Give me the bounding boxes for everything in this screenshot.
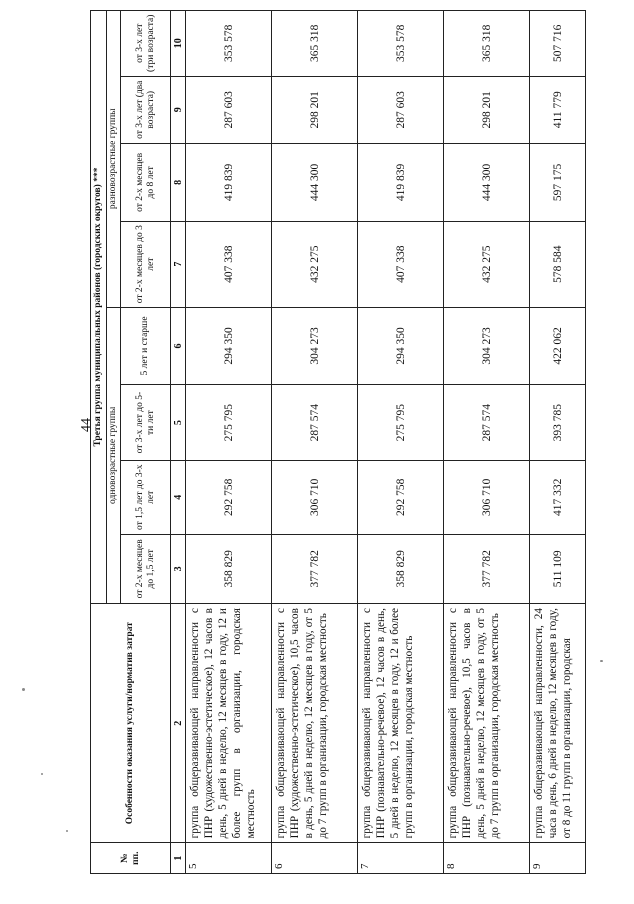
column-index: 1 — [171, 843, 186, 874]
column-index: 7 — [171, 221, 186, 307]
service-description: группа общеразвивающей направленности с ПНР (познавательно-речевое), 12 часов в день, 5 дней в неделю, 12 месяцев в году, 12 и более групп в организации, городская местность — [358, 604, 444, 843]
cost-value-cell: 358 829 — [186, 534, 272, 604]
cost-value-cell: 432 275 — [444, 221, 530, 307]
header-age-col: от 3-х лет (три возраста) — [121, 11, 171, 77]
cost-value-cell: 407 338 — [186, 221, 272, 307]
cost-value-cell: 353 578 — [358, 11, 444, 77]
cost-value-cell: 287 574 — [272, 385, 358, 461]
table-row — [186, 11, 272, 874]
cost-value-cell: 365 318 — [444, 11, 530, 77]
scan-speck — [600, 660, 603, 662]
cost-value-cell: 353 578 — [186, 11, 272, 77]
cost-value-cell: 578 584 — [530, 221, 586, 307]
column-index: 10 — [171, 11, 186, 77]
cost-value-cell: 298 201 — [272, 76, 358, 143]
header-age-col: от 3-х лет (два возраста) — [121, 76, 171, 143]
service-description: группа общеразвивающей направленности, 24 часа в день, 6 дней в неделю, 12 месяцев в году, от 8 до 11 групп в организации, городская — [530, 604, 586, 843]
cost-value-cell: 304 273 — [272, 307, 358, 385]
cost-value-cell: 287 603 — [186, 76, 272, 143]
table-row — [530, 11, 586, 874]
header-same-age-groups: одновозрастные группы — [107, 307, 121, 603]
cost-value-cell: 417 332 — [530, 460, 586, 534]
cost-value-cell: 419 839 — [358, 144, 444, 222]
table-row — [272, 11, 358, 874]
table-row — [444, 11, 530, 874]
cost-value-cell: 304 273 — [444, 307, 530, 385]
header-mixed-age-groups: разновозрастные группы — [107, 11, 121, 308]
scan-speck — [22, 688, 25, 691]
cost-value-cell: 444 300 — [272, 144, 358, 222]
cost-value-cell: 287 574 — [444, 385, 530, 461]
cost-value-cell: 292 758 — [186, 460, 272, 534]
page-number: 44 — [79, 418, 94, 432]
header-age-col: от 1,5 лет до 3-х лет — [121, 460, 171, 534]
cost-value-cell: 306 710 — [444, 460, 530, 534]
service-description: группа общеразвивающей направленности с ПНР (познавательно-речевое), 10,5 часов в день, 5 дней в неделю, 12 месяцев в году, от 5 до 7 групп в организации, городская местность — [444, 604, 530, 843]
cost-value-cell: 306 710 — [272, 460, 358, 534]
column-index: 6 — [171, 307, 186, 385]
column-index: 3 — [171, 534, 186, 604]
column-index: 9 — [171, 76, 186, 143]
cost-value-cell: 275 795 — [186, 385, 272, 461]
cost-value-cell: 507 716 — [530, 11, 586, 77]
column-index: 8 — [171, 144, 186, 222]
cost-value-cell: 365 318 — [272, 11, 358, 77]
scan-speck — [41, 773, 43, 775]
cost-value-cell: 511 109 — [530, 534, 586, 604]
cost-value-cell: 393 785 — [530, 385, 586, 461]
cost-value-cell: 294 350 — [358, 307, 444, 385]
table-row — [358, 11, 444, 874]
cost-value-cell: 292 758 — [358, 460, 444, 534]
cost-value-cell: 294 350 — [186, 307, 272, 385]
cost-value-cell: 275 795 — [358, 385, 444, 461]
row-number: 8 — [444, 843, 530, 874]
rotated-table-page — [90, 10, 573, 874]
row-number: 5 — [186, 843, 272, 874]
column-index: 5 — [171, 385, 186, 461]
cost-norm-table — [90, 10, 586, 874]
header-municipal-group: Третья группа муниципальных районов (городских округов) *** — [91, 11, 107, 604]
cost-value-cell: 419 839 — [186, 144, 272, 222]
scan-speck — [66, 830, 68, 832]
cost-value-cell: 432 275 — [272, 221, 358, 307]
row-number: 7 — [358, 843, 444, 874]
row-number: 9 — [530, 843, 586, 874]
header-no: № пп. — [91, 843, 171, 874]
cost-value-cell: 407 338 — [358, 221, 444, 307]
header-age-col: от 2-х месяцев до 8 лет — [121, 144, 171, 222]
cost-value-cell: 411 779 — [530, 76, 586, 143]
header-age-col: от 3-х лет до 5-ти лет — [121, 385, 171, 461]
header-age-col: от 2-х месяцев до 3 лет — [121, 221, 171, 307]
cost-value-cell: 597 175 — [530, 144, 586, 222]
header-features: Особенности оказания услуги/норматив затрат — [91, 604, 171, 843]
column-index: 2 — [171, 604, 186, 843]
cost-value-cell: 444 300 — [444, 144, 530, 222]
cost-value-cell: 422 062 — [530, 307, 586, 385]
cost-value-cell: 287 603 — [358, 76, 444, 143]
service-description: группа общеразвивающей направленности с ПНР (художественно-эстетическое), 10,5 часов в день, 5 дней в неделю, 12 месяцев в году, от 5 до 7 групп в организации, городская местность — [272, 604, 358, 843]
service-description: группа общеразвивающей направленности с ПНР (художественно-эстетическое), 12 часов в день, 5 дней в неделю, 12 месяцев в году, 12 и более групп в организации, городская местность — [186, 604, 272, 843]
cost-value-cell: 377 782 — [272, 534, 358, 604]
header-age-col: 5 лет и старше — [121, 307, 171, 385]
header-age-col: от 2-х месяцев до 1,5 лет — [121, 534, 171, 604]
cost-value-cell: 298 201 — [444, 76, 530, 143]
cost-value-cell: 377 782 — [444, 534, 530, 604]
cost-value-cell: 358 829 — [358, 534, 444, 604]
row-number: 6 — [272, 843, 358, 874]
column-index: 4 — [171, 460, 186, 534]
